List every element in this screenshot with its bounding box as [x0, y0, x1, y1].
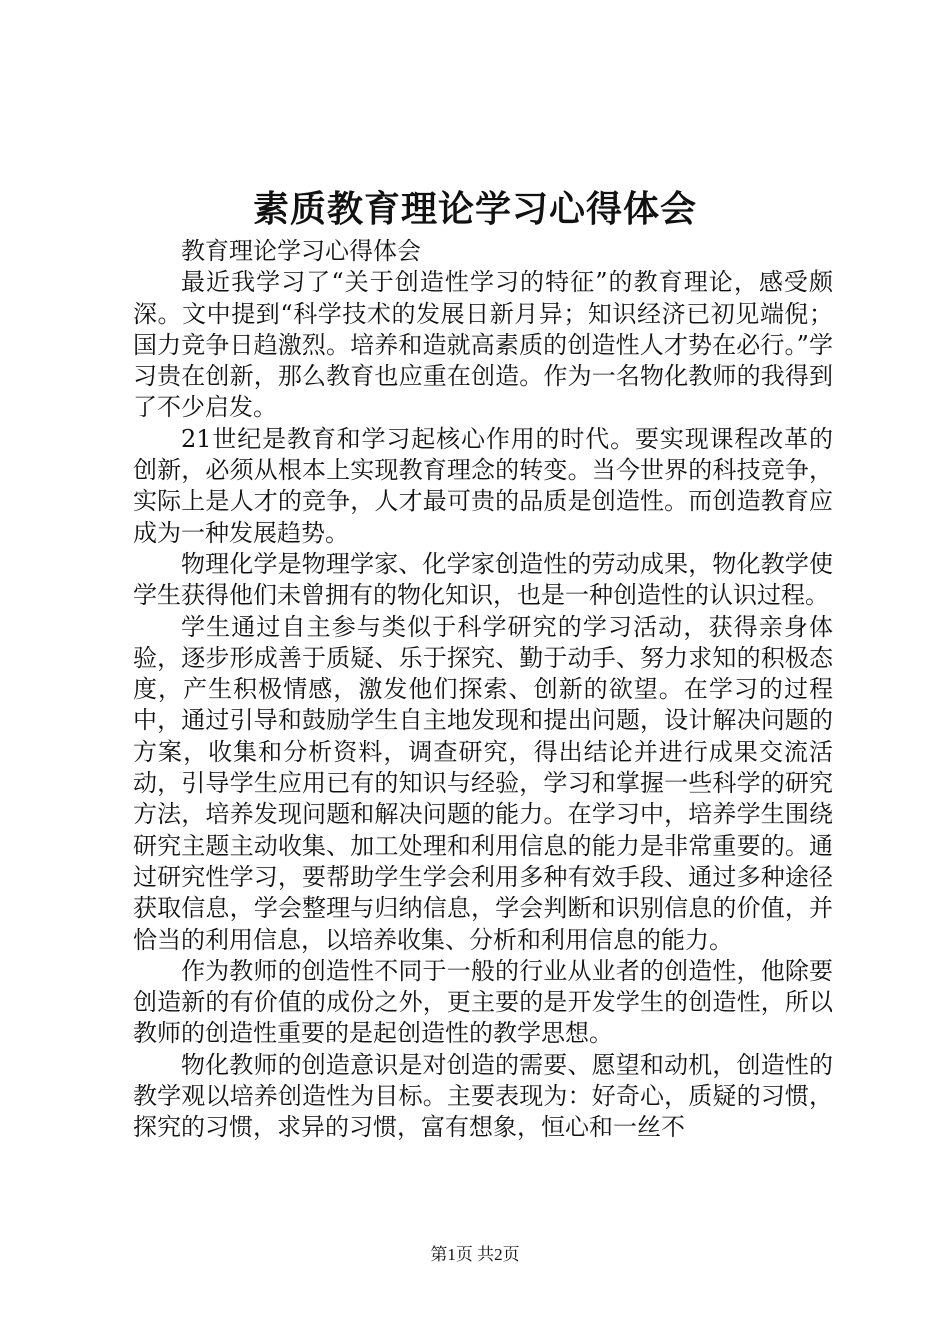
body-paragraph: 最近我学习了“关于创造性学习的特征”的教育理论，感受颇深。文中提到“科学技术的发展日新月异；知识经济已初见端倪；国力竞争日趋激烈。培养和造就高素质的创造性人才势在必行。”学习贵在创新，那么教育也应重在创造。作为一名物化教师的我得到了不少启发。	[133, 268, 833, 422]
document-title: 素质教育理论学习心得体会	[252, 188, 697, 230]
body-paragraph: 物理化学是物理学家、化学家创造性的劳动成果，物化教学使学生获得他们未曾拥有的物化知识，也是一种创造性的认识过程。	[133, 549, 833, 610]
body-paragraph: 学生通过自主参与类似于科学研究的学习活动，获得亲身体验，逐步形成善于质疑、乐于探究、勤于动手、努力求知的积极态度，产生积极情感，激发他们探索、创新的欲望。在学习的过程中，通过引导和鼓励学生自主地发现和提出问题，设计解决问题的方案，收集和分析资料，调查研究，得出结论并进行成果交流活动，引导学生应用已有的知识与经验，学习和掌握一些科学的研究方法，培养发现问题和解决问题的能力。在学习中，培养学生围绕研究主题主动收集、加工处理和利用信息的能力是非常重要的。通过研究性学习，要帮助学生学会利用多种有效手段、通过多种途径获取信息，学会整理与归纳信息，学会判断和识别信息的价值，并恰当的利用信息，以培养收集、分析和利用信息的能力。	[133, 612, 833, 954]
page-number-footer: 第1页 共2页	[430, 1245, 520, 1264]
body-paragraph: 21世纪是教育和学习起核心作用的时代。要实现课程改革的创新，必须从根本上实现教育理念的转变。当今世界的科技竞争，实际上是人才的竞争，人才最可贵的品质是创造性。而创造教育应成为一种发展趋势。	[133, 424, 833, 547]
subtitle-paragraph: 教育理论学习心得体会	[181, 237, 421, 265]
document-body	[133, 236, 833, 1144]
body-paragraph: 作为教师的创造性不同于一般的行业从业者的创造性，他除要创造新的有价值的成份之外，更主要的是开发学生的创造性，所以教师的创造性重要的是起创造性的教学思想。	[133, 956, 833, 1048]
body-paragraph: 物化教师的创造意识是对创造的需要、愿望和动机，创造性的教学观以培养创造性为目标。主要表现为：好奇心，质疑的习惯，探究的习惯，求异的习惯，富有想象，恒心和一丝不	[133, 1050, 833, 1142]
